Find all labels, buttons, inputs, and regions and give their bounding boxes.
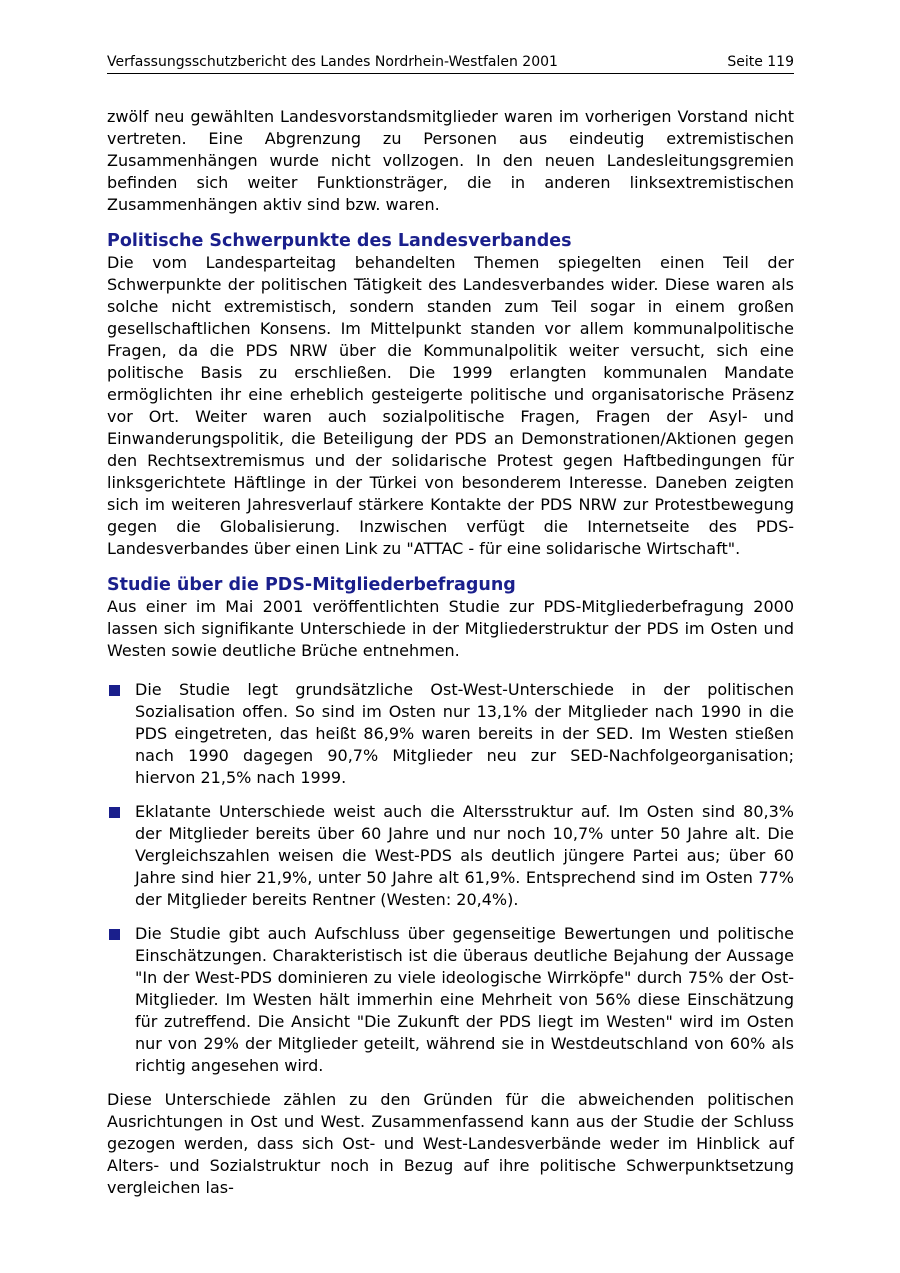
intro-paragraph: zwölf neu gewählten Landesvorstandsmitglieder waren im vorherigen Vorstand nicht vertreten. Eine Abgrenzung zu Personen aus eindeutig extremistischen Zusammenhängen wurde nicht vollzogen. In den neuen Landesleitungsgremien befinden sich weiter Funktionsträger, die in anderen linksextremistischen Zusammenhängen aktiv sind bzw. waren. — [107, 107, 794, 214]
list-item — [107, 801, 794, 911]
list-item-text: Die Studie gibt auch Aufschluss über gegenseitige Bewertungen und politische Einschätzungen. Charakteristisch ist die überaus deutliche Bejahung der Aussage "In der West-PDS dominieren zu viele ideologische Wirrköpfe" durch 75% der Ost-Mitglieder. Im Westen hält immerhin eine Mehrheit von 56% diese Einschätzung für zutreffend. Die Ansicht "Die Zukunft der PDS liegt im Westen" wird im Osten nur von 29% der Mitglieder geteilt, während sie in Westdeutschland von 60% als richtig angesehen wird. — [135, 924, 794, 1075]
closing-paragraph: Diese Unterschiede zählen zu den Gründen für die abweichenden politischen Ausrichtungen in Ost und West. Zusammenfassend kann aus der Studie der Schluss gezogen werden, dass sich Ost- und West-Landesverbände weder im Hinblick auf Alters- und Sozialstruktur noch in Bezug auf ihre politische Schwerpunktsetzung vergleichen las- — [107, 1090, 794, 1197]
header-title: Verfassungsschutzbericht des Landes Nordrhein-Westfalen 2001 — [107, 54, 558, 70]
page-header — [107, 53, 794, 74]
section-paragraph-member-survey: Aus einer im Mai 2001 veröffentlichten Studie zur PDS-Mitgliederbefragung 2000 lassen sich signifikante Unterschiede in der Mitgliederstruktur der PDS im Osten und Westen sowie deutliche Brüche entnehmen. — [107, 597, 794, 660]
square-bullet-icon — [109, 929, 120, 940]
list-item — [107, 923, 794, 1077]
list-item-text: Eklatante Unterschiede weist auch die Altersstruktur auf. Im Osten sind 80,3% der Mitglieder bereits über 60 Jahre und nur noch 10,7% unter 50 Jahre alt. Die Vergleichszahlen weisen die West-PDS als deutlich jüngere Partei aus; über 60 Jahre sind hier 21,9%, unter 50 Jahre alt 61,9%. Entsprechend sind im Osten 77% der Mitglieder bereits Rentner (Westen: 20,4%). — [135, 802, 794, 909]
square-bullet-icon — [109, 807, 120, 818]
list-item-text: Die Studie legt grundsätzliche Ost-West-Unterschiede in der politischen Sozialisation offen. So sind im Osten nur 13,1% der Mitglieder nach 1990 in die PDS eingetreten, das heißt 86,9% waren bereits in der SED. Im Westen stießen nach 1990 dagegen 90,7% Mitglieder neu zur SED-Nachfolgeorganisation; hiervon 21,5% nach 1999. — [135, 680, 794, 787]
bullet-list — [107, 679, 794, 1077]
list-item — [107, 679, 794, 789]
page-content — [107, 106, 794, 1199]
section-paragraph-political-focus: Die vom Landesparteitag behandelten Themen spiegelten einen Teil der Schwerpunkte der politischen Tätigkeit des Landesverbandes wider. Diese waren als solche nicht extremistisch, sondern standen zum Teil sogar in einem großen gesellschaftlichen Konsens. Im Mittelpunkt standen vor allem kommunalpolitische Fragen, da die PDS NRW über die Kommunalpolitik weiter versucht, sich eine politische Basis zu erschließen. Die 1999 erlangten kommunalen Mandate ermöglichten ihr eine erheblich gesteigerte politische und organisatorische Präsenz vor Ort. Weiter waren auch sozialpolitische Fragen, Fragen der Asyl- und Einwanderungspolitik, die Beteiligung der PDS an Demonstrationen/Aktionen gegen den Rechtsextremismus und der solidarische Protest gegen Haftbedingungen für linksgerichtete Häftlinge in der Türkei von besonderem Interesse. Daneben zeigten sich im weiteren Jahresverlauf stärkere Kontakte der PDS NRW zur Protestbewegung gegen die Globalisierung. Inzwischen verfügt die Internetseite des PDS-Landesverbandes über einen Link zu "ATTAC - für eine solidarische Wirtschaft". — [107, 253, 794, 558]
header-page-number: Seite 119 — [727, 54, 794, 70]
section-heading-member-survey: Studie über die PDS-Mitgliederbefragung — [107, 575, 516, 595]
square-bullet-icon — [109, 685, 120, 696]
section-heading-political-focus: Politische Schwerpunkte des Landesverbandes — [107, 231, 572, 251]
